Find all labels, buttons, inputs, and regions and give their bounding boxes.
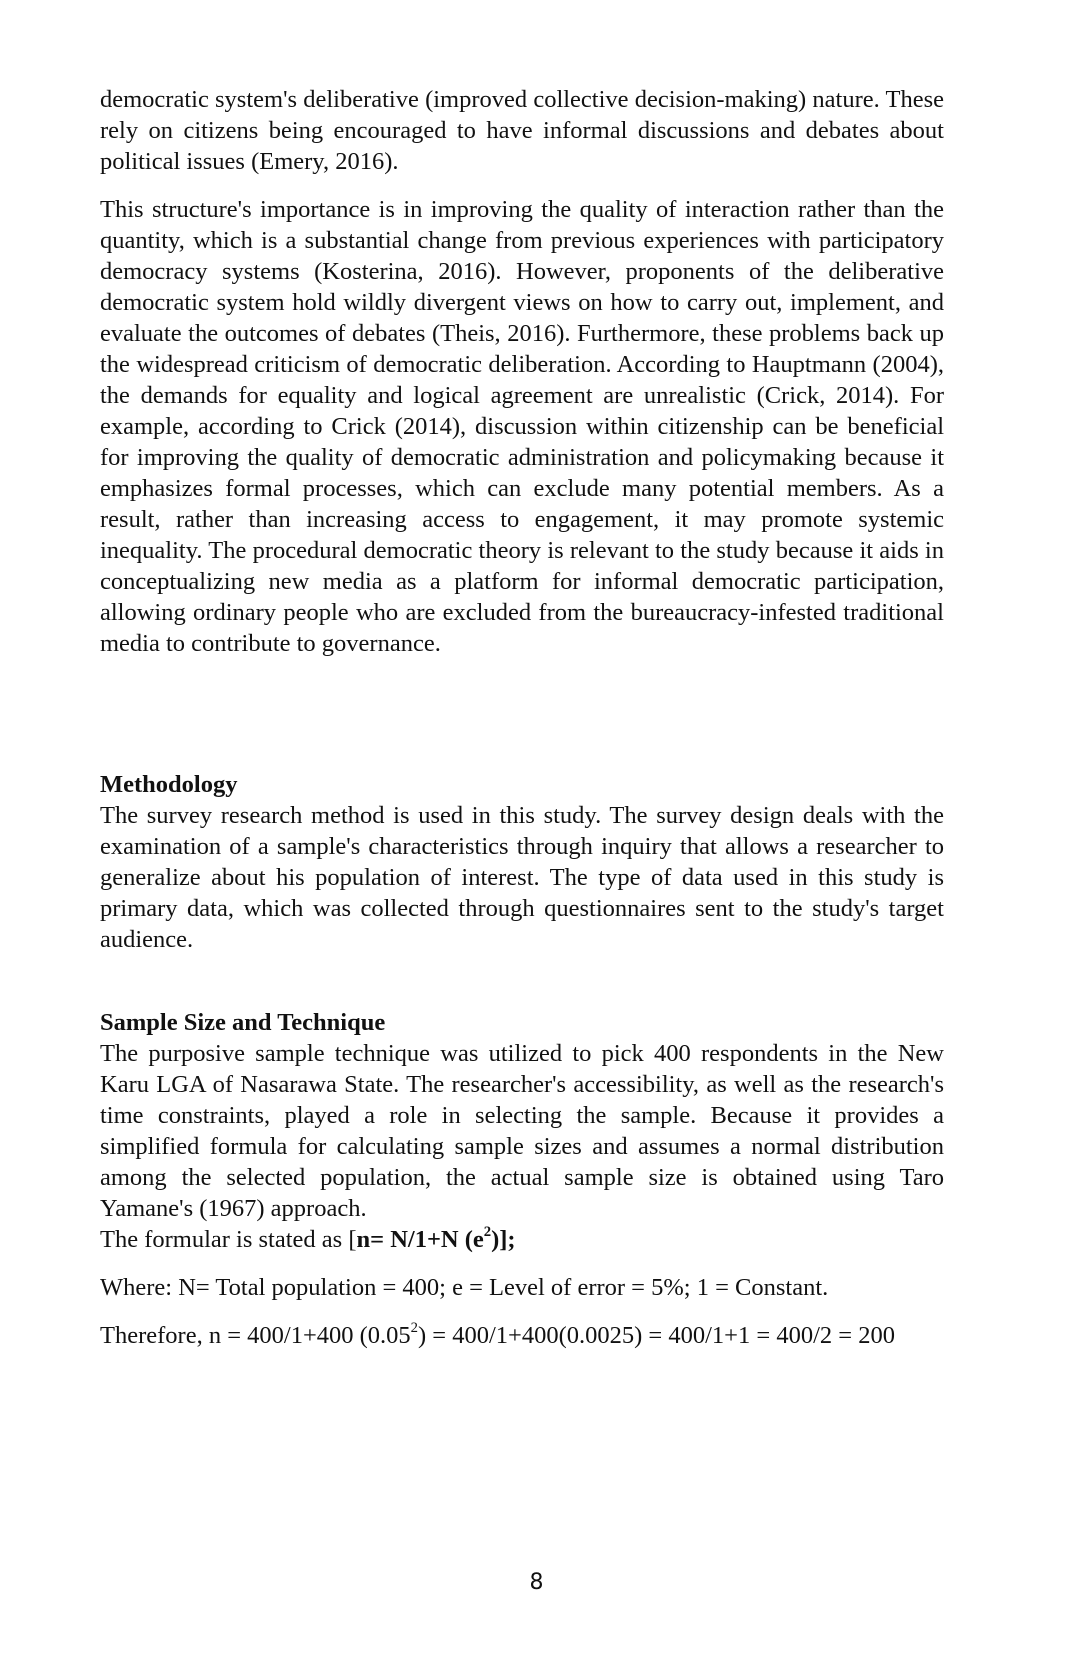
methodology-heading: Methodology	[100, 771, 238, 798]
methodology-section	[100, 769, 944, 955]
calculation-exponent: 2	[410, 1319, 419, 1336]
formula-exponent: 2	[483, 1223, 492, 1240]
page-number: 8	[529, 1570, 544, 1595]
sample-size-heading: Sample Size and Technique	[100, 1009, 386, 1036]
document-page	[100, 84, 944, 1351]
formula-calculation	[100, 1320, 944, 1351]
sample-size-paragraph: The purposive sample technique was utilized to pick 400 respondents in the New Karu LGA of Nasarawa State. The researcher's accessibility, as well as the research's time constraints, played a role in selecting the sample. Because it provides a simplified formula for calculating sample sizes and assumes a normal distribution among the selected population, the actual sample size is obtained using Taro Yamane's (1967) approach.	[100, 1040, 944, 1222]
paragraph-structure-importance: This structure's importance is in improving the quality of interaction rather than the quantity, which is a substantial change from previous experiences with participatory democracy systems (Kosterina, 2016). However, proponents of the deliberative democratic system hold wildly divergent views on how to carry out, implement, and evaluate the outcomes of debates (Theis, 2016). Furthermore, these problems back up the widespread criticism of democratic deliberation. According to Hauptmann (2004), the demands for equality and logical agreement are unrealistic (Crick, 2014). For example, according to Crick (2014), discussion within citizenship can be beneficial for improving the quality of democratic administration and policymaking because it emphasizes formal processes, which can exclude many potential members. As a result, rather than increasing access to engagement, it may promote systemic inequality. The procedural democratic theory is relevant to the study because it aids in conceptualizing new media as a platform for informal democratic participation, allowing ordinary people who are excluded from the bureaucracy-infested traditional media to contribute to governance.	[100, 196, 944, 657]
calculation-part-b: ) = 400/1+400(0.0025) = 400/1+1 = 400/2 = 200	[418, 1322, 895, 1349]
spacer	[100, 955, 944, 1007]
paragraph-deliberative-nature: democratic system's deliberative (improved collective decision-making) nature. These rely on citizens being encouraged to have informal discussions and debates about political issues (Emery, 2016).	[100, 86, 944, 175]
formula-part-a: n= N/1+N (e	[356, 1226, 484, 1253]
formula-part-b: )];	[491, 1226, 516, 1253]
spacer	[100, 659, 944, 769]
formula-statement	[100, 1224, 944, 1255]
sample-size-section	[100, 1007, 944, 1351]
formula-intro-text: The formular is stated as [	[100, 1226, 357, 1253]
formula-where-line: Where: N= Total population = 400; e = Level of error = 5%; 1 = Constant.	[100, 1274, 829, 1301]
formula-expression	[356, 1223, 516, 1253]
calculation-part-a: Therefore, n = 400/1+400 (0.05	[100, 1322, 411, 1349]
methodology-paragraph: The survey research method is used in this study. The survey design deals with the examination of a sample's characteristics through inquiry that allows a researcher to generalize about his population of interest. The type of data used in this study is primary data, which was collected through questionnaires sent to the study's target audience.	[100, 802, 944, 953]
